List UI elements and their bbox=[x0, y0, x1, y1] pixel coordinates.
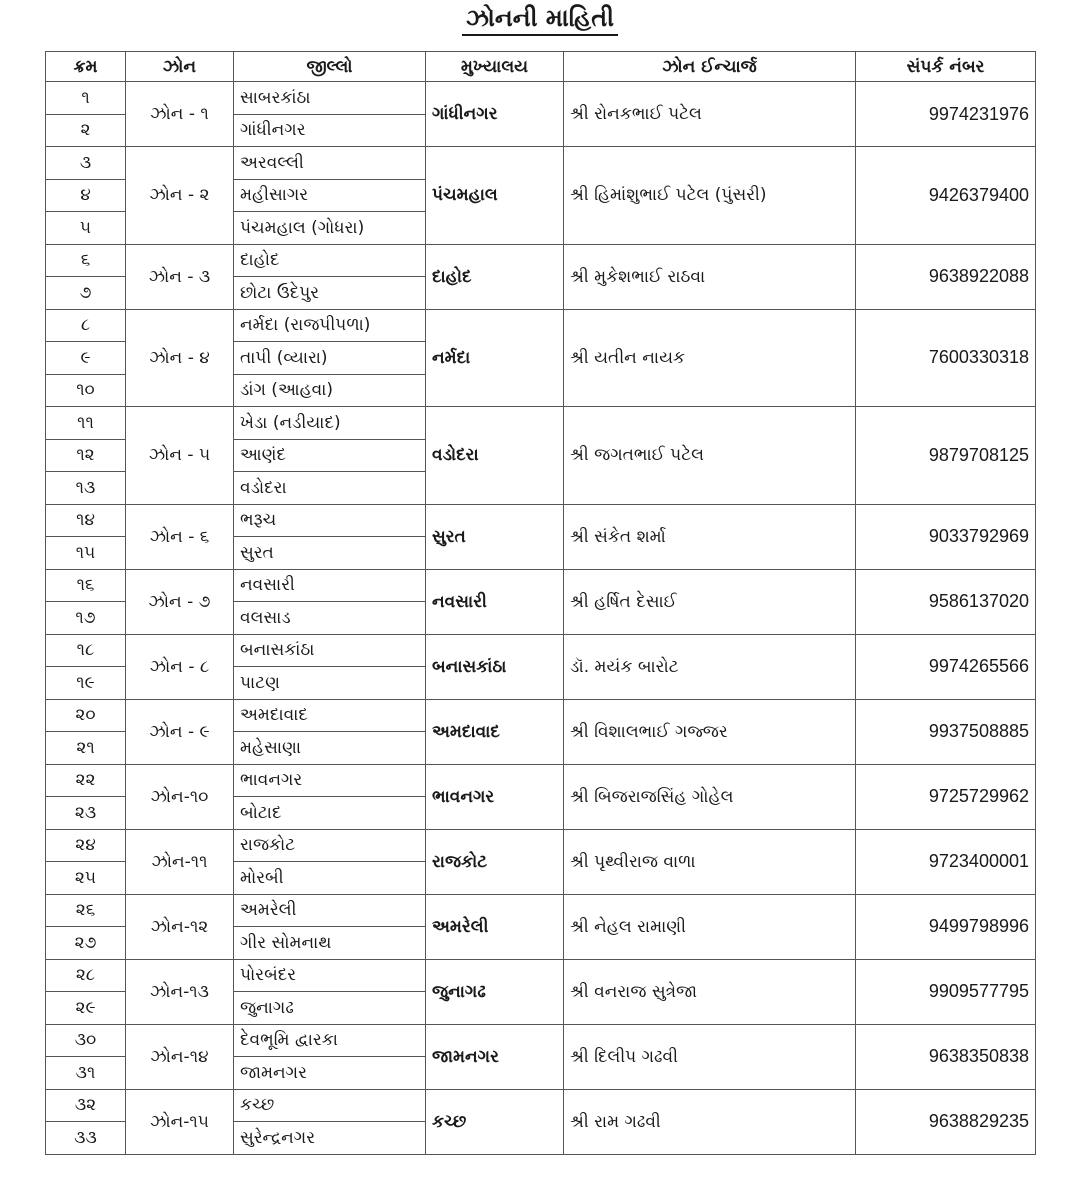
headquarter-cell: રાજકોટ bbox=[426, 829, 564, 894]
serial-cell: ૧૭ bbox=[46, 602, 126, 635]
header-zone: ઝોન bbox=[126, 52, 234, 82]
table-row bbox=[46, 829, 1036, 862]
headquarter-cell: કચ્છ bbox=[426, 1089, 564, 1154]
zone-cell: ઝોન - ૩ bbox=[126, 244, 234, 309]
contact-number-cell: 9638350838 bbox=[856, 1024, 1036, 1089]
table-row bbox=[46, 407, 1036, 440]
serial-cell: ૩ bbox=[46, 147, 126, 180]
table-row bbox=[46, 699, 1036, 732]
district-cell: અમદાવાદ bbox=[234, 699, 426, 732]
serial-cell: ૧૬ bbox=[46, 569, 126, 602]
contact-number-cell: 9033792969 bbox=[856, 504, 1036, 569]
contact-number-cell: 9499798996 bbox=[856, 894, 1036, 959]
serial-cell: ૪ bbox=[46, 179, 126, 212]
district-cell: મહીસાગર bbox=[234, 179, 426, 212]
table-row bbox=[46, 1024, 1036, 1057]
serial-cell: ૨૭ bbox=[46, 927, 126, 960]
headquarter-cell: નર્મદા bbox=[426, 309, 564, 407]
header-incharge: ઝોન ઈન્ચાર્જ bbox=[564, 52, 856, 82]
serial-cell: ૨૬ bbox=[46, 894, 126, 927]
serial-cell: ૩૦ bbox=[46, 1024, 126, 1057]
district-cell: છોટા ઉદેપુર bbox=[234, 277, 426, 310]
headquarter-cell: જુનાગઢ bbox=[426, 959, 564, 1024]
district-cell: ગીર સોમનાથ bbox=[234, 927, 426, 960]
incharge-cell: શ્રી વનરાજ સુત્રેજા bbox=[564, 959, 856, 1024]
incharge-cell: શ્રી મુકેશભાઈ રાઠવા bbox=[564, 244, 856, 309]
incharge-cell: શ્રી વિશાલભાઈ ગજ્જર bbox=[564, 699, 856, 764]
district-cell: કચ્છ bbox=[234, 1089, 426, 1122]
district-cell: તાપી (વ્યારા) bbox=[234, 342, 426, 375]
serial-cell: ૯ bbox=[46, 342, 126, 375]
serial-cell: ૨૫ bbox=[46, 862, 126, 895]
district-cell: દાહોદ bbox=[234, 244, 426, 277]
headquarter-cell: દાહોદ bbox=[426, 244, 564, 309]
zone-cell: ઝોન-૧૨ bbox=[126, 894, 234, 959]
district-cell: આણંદ bbox=[234, 439, 426, 472]
serial-cell: ૧૧ bbox=[46, 407, 126, 440]
serial-cell: ૮ bbox=[46, 309, 126, 342]
table-row bbox=[46, 894, 1036, 927]
headquarter-cell: પંચમહાલ bbox=[426, 147, 564, 245]
header-contact: સંપર્ક નંબર bbox=[856, 52, 1036, 82]
serial-cell: ૨૩ bbox=[46, 797, 126, 830]
serial-cell: ૧૦ bbox=[46, 374, 126, 407]
contact-number-cell: 9426379400 bbox=[856, 147, 1036, 245]
table-row bbox=[46, 504, 1036, 537]
contact-number-cell: 9974231976 bbox=[856, 82, 1036, 147]
zone-cell: ઝોન - ૫ bbox=[126, 407, 234, 505]
header-serial: ક્રમ bbox=[46, 52, 126, 82]
headquarter-cell: જામનગર bbox=[426, 1024, 564, 1089]
contact-number-cell: 9937508885 bbox=[856, 699, 1036, 764]
zone-cell: ઝોન-૧૩ bbox=[126, 959, 234, 1024]
district-cell: જુનાગઢ bbox=[234, 992, 426, 1025]
table-row bbox=[46, 309, 1036, 342]
header-district: જીલ્લો bbox=[234, 52, 426, 82]
headquarter-cell: વડોદરા bbox=[426, 407, 564, 505]
serial-cell: ૨ bbox=[46, 114, 126, 147]
district-cell: વડોદરા bbox=[234, 472, 426, 505]
incharge-cell: શ્રી બિજરાજસિંહ ગોહેલ bbox=[564, 764, 856, 829]
district-cell: સુરેન્દ્રનગર bbox=[234, 1122, 426, 1155]
contact-number-cell: 9974265566 bbox=[856, 634, 1036, 699]
incharge-cell: શ્રી હર્ષિત દેસાઈ bbox=[564, 569, 856, 634]
contact-number-cell: 9638922088 bbox=[856, 244, 1036, 309]
district-cell: બોટાદ bbox=[234, 797, 426, 830]
contact-number-cell: 9909577795 bbox=[856, 959, 1036, 1024]
zone-cell: ઝોન - ૭ bbox=[126, 569, 234, 634]
zone-info-table bbox=[45, 51, 1036, 1155]
zone-cell: ઝોન-૧૦ bbox=[126, 764, 234, 829]
incharge-cell: શ્રી પૃથ્વીરાજ વાળા bbox=[564, 829, 856, 894]
district-cell: પંચમહાલ (ગોધરા) bbox=[234, 212, 426, 245]
incharge-cell: શ્રી યતીન નાયક bbox=[564, 309, 856, 407]
headquarter-cell: બનાસકાંઠા bbox=[426, 634, 564, 699]
zone-cell: ઝોન - ૧ bbox=[126, 82, 234, 147]
headquarter-cell: અમરેલી bbox=[426, 894, 564, 959]
district-cell: ભાવનગર bbox=[234, 764, 426, 797]
incharge-cell: શ્રી નેહલ રામાણી bbox=[564, 894, 856, 959]
serial-cell: ૩૩ bbox=[46, 1122, 126, 1155]
district-cell: દેવભૂમિ દ્વારકા bbox=[234, 1024, 426, 1057]
contact-number-cell: 9879708125 bbox=[856, 407, 1036, 505]
serial-cell: ૨૨ bbox=[46, 764, 126, 797]
header-headquarter: મુખ્યાલય bbox=[426, 52, 564, 82]
district-cell: સાબરકાંઠા bbox=[234, 82, 426, 115]
table-row bbox=[46, 147, 1036, 180]
table-row bbox=[46, 1089, 1036, 1122]
serial-cell: ૬ bbox=[46, 244, 126, 277]
serial-cell: ૧૯ bbox=[46, 667, 126, 700]
table-row bbox=[46, 569, 1036, 602]
contact-number-cell: 9723400001 bbox=[856, 829, 1036, 894]
serial-cell: ૧૨ bbox=[46, 439, 126, 472]
serial-cell: ૧૮ bbox=[46, 634, 126, 667]
serial-cell: ૧૪ bbox=[46, 504, 126, 537]
zone-cell: ઝોન-૧૫ bbox=[126, 1089, 234, 1154]
headquarter-cell: ભાવનગર bbox=[426, 764, 564, 829]
district-cell: જામનગર bbox=[234, 1057, 426, 1090]
zone-cell: ઝોન-૧૧ bbox=[126, 829, 234, 894]
serial-cell: ૨૯ bbox=[46, 992, 126, 1025]
contact-number-cell: 9638829235 bbox=[856, 1089, 1036, 1154]
district-cell: અમરેલી bbox=[234, 894, 426, 927]
contact-number-cell: 7600330318 bbox=[856, 309, 1036, 407]
district-cell: નર્મદા (રાજપીપળા) bbox=[234, 309, 426, 342]
contact-number-cell: 9586137020 bbox=[856, 569, 1036, 634]
district-cell: વલસાડ bbox=[234, 602, 426, 635]
zone-cell: ઝોન - ૯ bbox=[126, 699, 234, 764]
serial-cell: ૨૦ bbox=[46, 699, 126, 732]
table-row bbox=[46, 959, 1036, 992]
serial-cell: ૨૧ bbox=[46, 732, 126, 765]
district-cell: પોરબંદર bbox=[234, 959, 426, 992]
page-title-text: ઝોનની માહિતી bbox=[462, 4, 618, 36]
headquarter-cell: સુરત bbox=[426, 504, 564, 569]
page-title bbox=[0, 4, 1080, 32]
district-cell: ગાંધીનગર bbox=[234, 114, 426, 147]
district-cell: મહેસાણા bbox=[234, 732, 426, 765]
table-row bbox=[46, 244, 1036, 277]
district-cell: રાજકોટ bbox=[234, 829, 426, 862]
district-cell: મોરબી bbox=[234, 862, 426, 895]
zone-cell: ઝોન - ૮ bbox=[126, 634, 234, 699]
incharge-cell: શ્રી જગતભાઈ પટેલ bbox=[564, 407, 856, 505]
district-cell: બનાસકાંઠા bbox=[234, 634, 426, 667]
district-cell: ડાંગ (આહવા) bbox=[234, 374, 426, 407]
district-cell: સુરત bbox=[234, 537, 426, 570]
incharge-cell: શ્રી રામ ગઢવી bbox=[564, 1089, 856, 1154]
district-cell: અરવલ્લી bbox=[234, 147, 426, 180]
district-cell: નવસારી bbox=[234, 569, 426, 602]
table-row bbox=[46, 764, 1036, 797]
zone-cell: ઝોન - ૨ bbox=[126, 147, 234, 245]
incharge-cell: શ્રી હિમાંશુભાઈ પટેલ (પુંસરી) bbox=[564, 147, 856, 245]
table-row bbox=[46, 82, 1036, 115]
serial-cell: ૨૮ bbox=[46, 959, 126, 992]
district-cell: પાટણ bbox=[234, 667, 426, 700]
headquarter-cell: અમદાવાદ bbox=[426, 699, 564, 764]
contact-number-cell: 9725729962 bbox=[856, 764, 1036, 829]
table-body bbox=[46, 82, 1036, 1155]
zone-cell: ઝોન-૧૪ bbox=[126, 1024, 234, 1089]
zone-cell: ઝોન - ૪ bbox=[126, 309, 234, 407]
serial-cell: ૧ bbox=[46, 82, 126, 115]
serial-cell: ૭ bbox=[46, 277, 126, 310]
table-header-row bbox=[46, 52, 1036, 82]
district-cell: ખેડા (નડીયાદ) bbox=[234, 407, 426, 440]
serial-cell: ૧૫ bbox=[46, 537, 126, 570]
zone-cell: ઝોન - ૬ bbox=[126, 504, 234, 569]
incharge-cell: ડૉ. મયંક બારોટ bbox=[564, 634, 856, 699]
serial-cell: ૫ bbox=[46, 212, 126, 245]
serial-cell: ૨૪ bbox=[46, 829, 126, 862]
serial-cell: ૩૨ bbox=[46, 1089, 126, 1122]
headquarter-cell: નવસારી bbox=[426, 569, 564, 634]
incharge-cell: શ્રી દિલીપ ગઢવી bbox=[564, 1024, 856, 1089]
district-cell: ભરૂચ bbox=[234, 504, 426, 537]
incharge-cell: શ્રી રોનકભાઈ પટેલ bbox=[564, 82, 856, 147]
serial-cell: ૩૧ bbox=[46, 1057, 126, 1090]
incharge-cell: શ્રી સંકેત શર્મા bbox=[564, 504, 856, 569]
headquarter-cell: ગાંધીનગર bbox=[426, 82, 564, 147]
table-row bbox=[46, 634, 1036, 667]
serial-cell: ૧૩ bbox=[46, 472, 126, 505]
